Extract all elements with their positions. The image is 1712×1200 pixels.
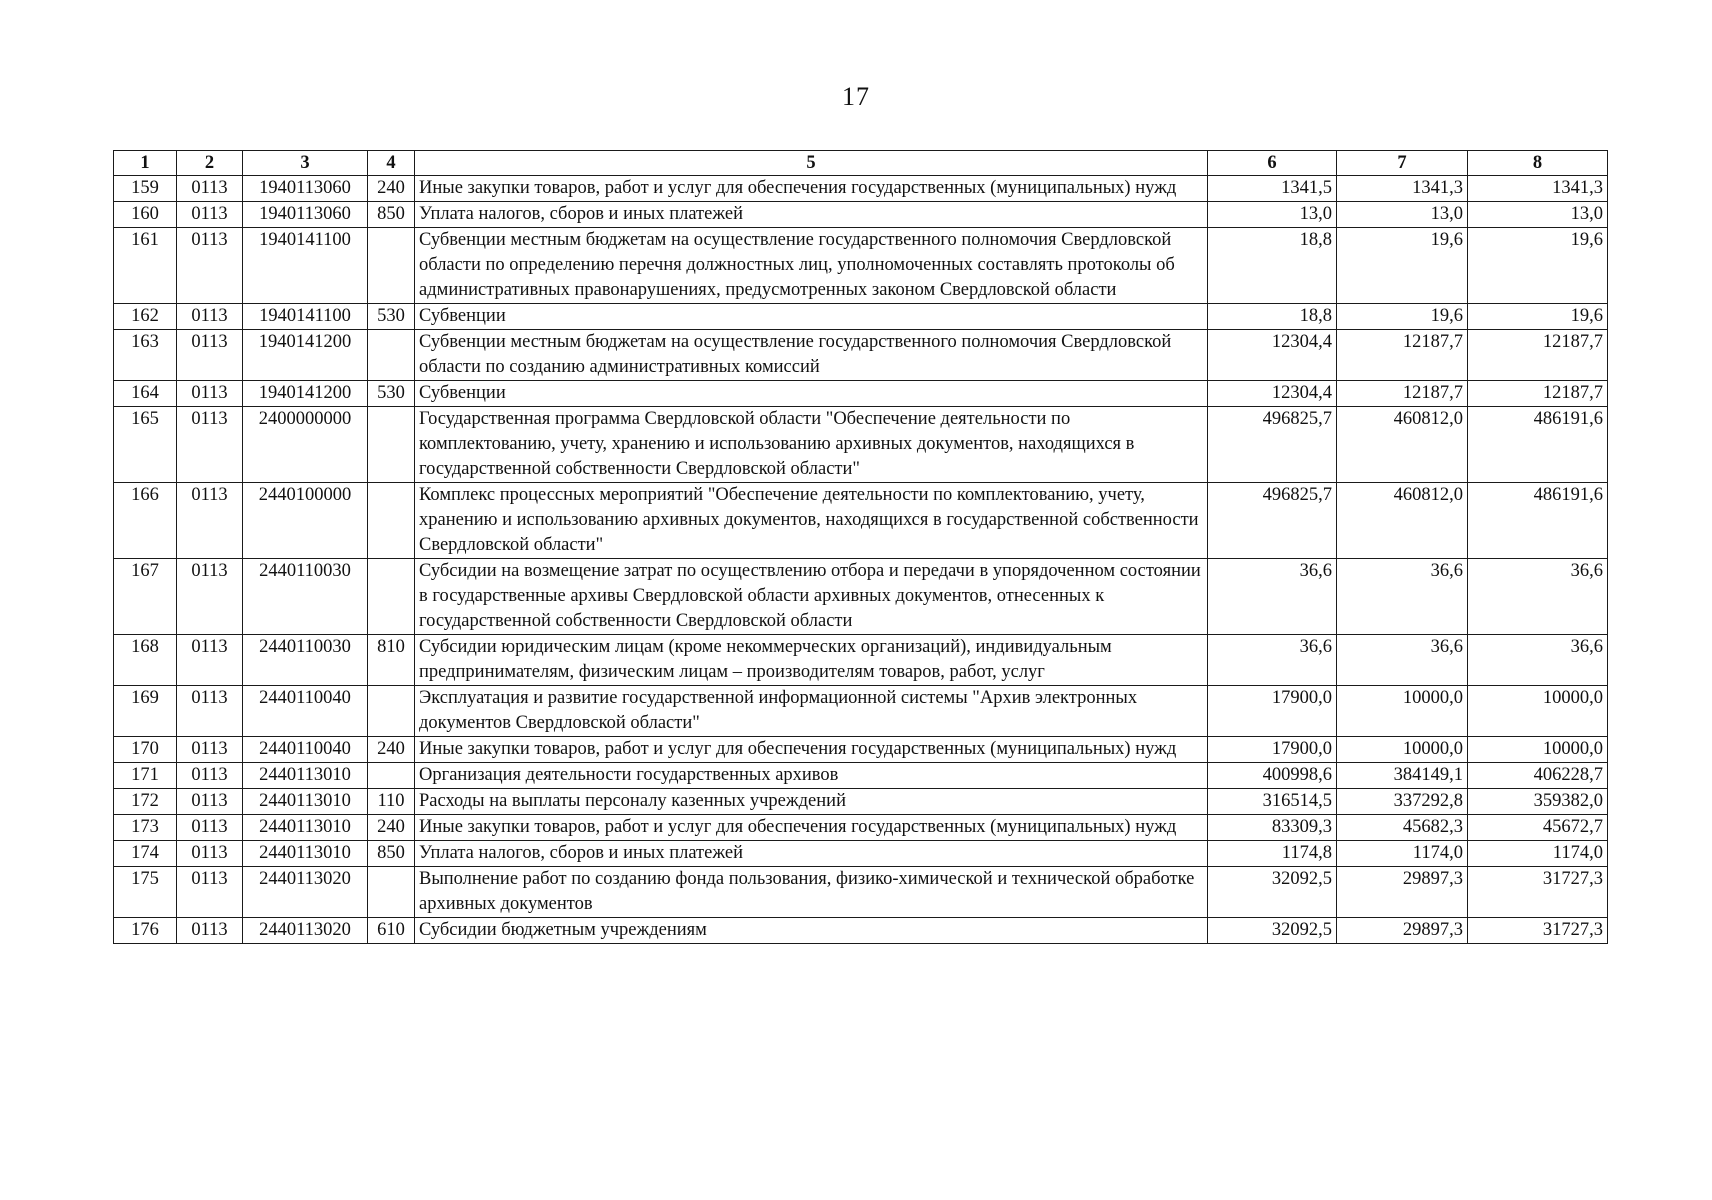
item-name: Организация деятельности государственных архивов (415, 763, 1208, 789)
item-name: Уплата налогов, сборов и иных платежей (415, 202, 1208, 228)
expense-type-code (368, 559, 415, 635)
amount-col-6: 400998,6 (1208, 763, 1337, 789)
section-code: 0113 (177, 737, 243, 763)
target-article-code: 2440113010 (243, 763, 368, 789)
table-row (114, 483, 1608, 559)
row-number: 161 (114, 228, 177, 304)
section-code: 0113 (177, 407, 243, 483)
section-code: 0113 (177, 202, 243, 228)
amount-col-6: 32092,5 (1208, 918, 1337, 944)
table-row (114, 407, 1608, 483)
expense-type-code: 850 (368, 202, 415, 228)
header-col-4: 4 (368, 151, 415, 176)
row-number: 159 (114, 176, 177, 202)
amount-col-7: 10000,0 (1337, 737, 1468, 763)
section-code: 0113 (177, 789, 243, 815)
target-article-code: 2440110030 (243, 559, 368, 635)
amount-col-6: 36,6 (1208, 559, 1337, 635)
expense-type-code: 530 (368, 381, 415, 407)
amount-col-6: 1341,5 (1208, 176, 1337, 202)
item-name: Уплата налогов, сборов и иных платежей (415, 841, 1208, 867)
section-code: 0113 (177, 176, 243, 202)
amount-col-7: 460812,0 (1337, 483, 1468, 559)
target-article-code: 1940141100 (243, 228, 368, 304)
expense-type-code (368, 407, 415, 483)
header-col-5: 5 (415, 151, 1208, 176)
amount-col-8: 31727,3 (1468, 918, 1608, 944)
expense-type-code (368, 686, 415, 737)
table-row (114, 381, 1608, 407)
section-code: 0113 (177, 841, 243, 867)
item-name: Субсидии бюджетным учреждениям (415, 918, 1208, 944)
budget-table (113, 150, 1608, 944)
target-article-code: 1940113060 (243, 202, 368, 228)
target-article-code: 2440113020 (243, 918, 368, 944)
header-col-3: 3 (243, 151, 368, 176)
row-number: 168 (114, 635, 177, 686)
expense-type-code: 610 (368, 918, 415, 944)
row-number: 166 (114, 483, 177, 559)
section-code: 0113 (177, 815, 243, 841)
amount-col-6: 17900,0 (1208, 737, 1337, 763)
row-number: 171 (114, 763, 177, 789)
amount-col-6: 17900,0 (1208, 686, 1337, 737)
item-name: Субсидии на возмещение затрат по осуществлению отбора и передачи в упорядоченном состоянии в государственные архивы Свердловской области архивных документов, отнесенных к государственной собственности Свердловской области (415, 559, 1208, 635)
amount-col-8: 36,6 (1468, 559, 1608, 635)
amount-col-8: 31727,3 (1468, 867, 1608, 918)
row-number: 172 (114, 789, 177, 815)
target-article-code: 2440113020 (243, 867, 368, 918)
target-article-code: 2440113010 (243, 841, 368, 867)
amount-col-6: 1174,8 (1208, 841, 1337, 867)
row-number: 176 (114, 918, 177, 944)
row-number: 173 (114, 815, 177, 841)
section-code: 0113 (177, 686, 243, 737)
row-number: 162 (114, 304, 177, 330)
table-row (114, 918, 1608, 944)
section-code: 0113 (177, 559, 243, 635)
target-article-code: 2440110040 (243, 737, 368, 763)
amount-col-7: 29897,3 (1337, 867, 1468, 918)
amount-col-6: 496825,7 (1208, 407, 1337, 483)
table-row (114, 841, 1608, 867)
amount-col-6: 12304,4 (1208, 330, 1337, 381)
amount-col-7: 12187,7 (1337, 381, 1468, 407)
amount-col-6: 18,8 (1208, 228, 1337, 304)
row-number: 175 (114, 867, 177, 918)
expense-type-code: 240 (368, 176, 415, 202)
target-article-code: 2440110040 (243, 686, 368, 737)
item-name: Субвенции местным бюджетам на осуществление государственного полномочия Свердловской области по созданию административных комиссий (415, 330, 1208, 381)
expense-type-code: 240 (368, 815, 415, 841)
expense-type-code (368, 763, 415, 789)
item-name: Эксплуатация и развитие государственной информационной системы "Архив электронных документов Свердловской области" (415, 686, 1208, 737)
amount-col-7: 10000,0 (1337, 686, 1468, 737)
amount-col-8: 19,6 (1468, 304, 1608, 330)
amount-col-8: 19,6 (1468, 228, 1608, 304)
expense-type-code: 530 (368, 304, 415, 330)
target-article-code: 2400000000 (243, 407, 368, 483)
item-name: Комплекс процессных мероприятий "Обеспечение деятельности по комплектованию, учету, хранению и использованию архивных документов, находящихся в государственной собственности Свердловской области" (415, 483, 1208, 559)
amount-col-7: 337292,8 (1337, 789, 1468, 815)
amount-col-6: 12304,4 (1208, 381, 1337, 407)
section-code: 0113 (177, 918, 243, 944)
amount-col-8: 13,0 (1468, 202, 1608, 228)
section-code: 0113 (177, 228, 243, 304)
section-code: 0113 (177, 635, 243, 686)
target-article-code: 1940141200 (243, 381, 368, 407)
expense-type-code (368, 330, 415, 381)
item-name: Субсидии юридическим лицам (кроме некоммерческих организаций), индивидуальным предпринимателям, физическим лицам – производителям товаров, работ, услуг (415, 635, 1208, 686)
amount-col-8: 45672,7 (1468, 815, 1608, 841)
amount-col-8: 12187,7 (1468, 330, 1608, 381)
table-row (114, 686, 1608, 737)
target-article-code: 2440100000 (243, 483, 368, 559)
header-col-6: 6 (1208, 151, 1337, 176)
amount-col-6: 316514,5 (1208, 789, 1337, 815)
item-name: Субвенции (415, 304, 1208, 330)
target-article-code: 2440113010 (243, 815, 368, 841)
table-row (114, 867, 1608, 918)
amount-col-6: 83309,3 (1208, 815, 1337, 841)
amount-col-8: 359382,0 (1468, 789, 1608, 815)
amount-col-7: 384149,1 (1337, 763, 1468, 789)
amount-col-8: 10000,0 (1468, 686, 1608, 737)
row-number: 174 (114, 841, 177, 867)
header-row (114, 151, 1608, 176)
row-number: 164 (114, 381, 177, 407)
item-name: Субвенции местным бюджетам на осуществление государственного полномочия Свердловской области по определению перечня должностных лиц, уполномоченных составлять протоколы об административных правонарушениях, предусмотренных законом Свердловской области (415, 228, 1208, 304)
expense-type-code (368, 228, 415, 304)
amount-col-7: 29897,3 (1337, 918, 1468, 944)
amount-col-8: 1341,3 (1468, 176, 1608, 202)
amount-col-8: 10000,0 (1468, 737, 1608, 763)
amount-col-7: 12187,7 (1337, 330, 1468, 381)
target-article-code: 2440113010 (243, 789, 368, 815)
amount-col-6: 18,8 (1208, 304, 1337, 330)
item-name: Выполнение работ по созданию фонда пользования, физико-химической и технической обработке архивных документов (415, 867, 1208, 918)
item-name: Расходы на выплаты персоналу казенных учреждений (415, 789, 1208, 815)
row-number: 167 (114, 559, 177, 635)
table-row (114, 763, 1608, 789)
amount-col-7: 13,0 (1337, 202, 1468, 228)
item-name: Государственная программа Свердловской области "Обеспечение деятельности по комплектованию, учету, хранению и использованию архивных документов, находящихся в государственной собственности Свердловской области" (415, 407, 1208, 483)
table-row (114, 176, 1608, 202)
section-code: 0113 (177, 330, 243, 381)
item-name: Иные закупки товаров, работ и услуг для обеспечения государственных (муниципальных) нужд (415, 737, 1208, 763)
item-name: Иные закупки товаров, работ и услуг для обеспечения государственных (муниципальных) нужд (415, 176, 1208, 202)
target-article-code: 1940113060 (243, 176, 368, 202)
target-article-code: 1940141100 (243, 304, 368, 330)
section-code: 0113 (177, 483, 243, 559)
item-name: Субвенции (415, 381, 1208, 407)
row-number: 163 (114, 330, 177, 381)
amount-col-6: 36,6 (1208, 635, 1337, 686)
header-col-8: 8 (1468, 151, 1608, 176)
table-row (114, 815, 1608, 841)
row-number: 169 (114, 686, 177, 737)
page-number: 17 (842, 82, 870, 111)
amount-col-7: 36,6 (1337, 635, 1468, 686)
row-number: 170 (114, 737, 177, 763)
amount-col-7: 45682,3 (1337, 815, 1468, 841)
target-article-code: 1940141200 (243, 330, 368, 381)
table-row (114, 789, 1608, 815)
row-number: 160 (114, 202, 177, 228)
table-row (114, 330, 1608, 381)
section-code: 0113 (177, 381, 243, 407)
amount-col-8: 486191,6 (1468, 407, 1608, 483)
table-body (114, 176, 1608, 944)
table-row (114, 304, 1608, 330)
amount-col-7: 1341,3 (1337, 176, 1468, 202)
amount-col-6: 32092,5 (1208, 867, 1337, 918)
amount-col-8: 486191,6 (1468, 483, 1608, 559)
expense-type-code: 850 (368, 841, 415, 867)
header-col-2: 2 (177, 151, 243, 176)
table-row (114, 737, 1608, 763)
amount-col-6: 13,0 (1208, 202, 1337, 228)
table-row (114, 202, 1608, 228)
header-col-1: 1 (114, 151, 177, 176)
amount-col-7: 19,6 (1337, 304, 1468, 330)
item-name: Иные закупки товаров, работ и услуг для обеспечения государственных (муниципальных) нужд (415, 815, 1208, 841)
row-number: 165 (114, 407, 177, 483)
expense-type-code: 810 (368, 635, 415, 686)
expense-type-code: 110 (368, 789, 415, 815)
amount-col-6: 496825,7 (1208, 483, 1337, 559)
expense-type-code (368, 483, 415, 559)
amount-col-8: 406228,7 (1468, 763, 1608, 789)
section-code: 0113 (177, 304, 243, 330)
table-row (114, 228, 1608, 304)
target-article-code: 2440110030 (243, 635, 368, 686)
expense-type-code: 240 (368, 737, 415, 763)
amount-col-8: 12187,7 (1468, 381, 1608, 407)
amount-col-8: 36,6 (1468, 635, 1608, 686)
table-row (114, 559, 1608, 635)
amount-col-8: 1174,0 (1468, 841, 1608, 867)
section-code: 0113 (177, 763, 243, 789)
header-col-7: 7 (1337, 151, 1468, 176)
amount-col-7: 19,6 (1337, 228, 1468, 304)
amount-col-7: 1174,0 (1337, 841, 1468, 867)
section-code: 0113 (177, 867, 243, 918)
amount-col-7: 36,6 (1337, 559, 1468, 635)
expense-type-code (368, 867, 415, 918)
amount-col-7: 460812,0 (1337, 407, 1468, 483)
table-row (114, 635, 1608, 686)
